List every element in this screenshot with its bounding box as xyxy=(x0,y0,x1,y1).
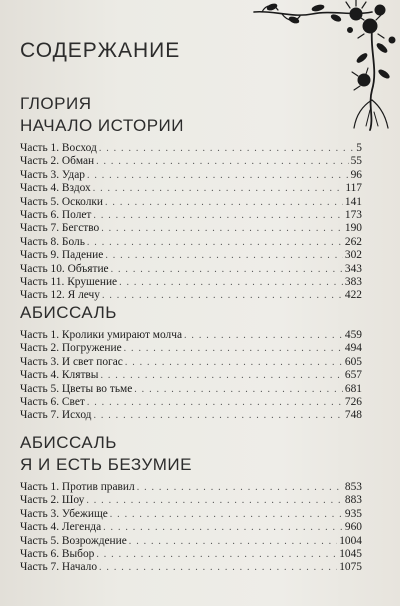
toc-entry[interactable]: Часть 6. Свет . . . 726 xyxy=(20,396,362,409)
section-title: АБИССАЛЬ xyxy=(20,433,117,452)
toc-entry[interactable]: Часть 2. Обман . . . 55 xyxy=(20,155,362,168)
toc-entry[interactable]: Часть 3. И свет погас . . . 605 xyxy=(20,356,362,369)
section-abyssal-madness xyxy=(20,432,362,575)
toc-entry[interactable]: Часть 6. Полет . . . 173 xyxy=(20,209,362,222)
toc-entry[interactable]: Часть 11. Крушение . . . 383 xyxy=(20,276,362,289)
toc-entry[interactable]: Часть 5. Осколки . . . 141 xyxy=(20,196,362,209)
page-title: СОДЕРЖАНИЕ xyxy=(20,39,181,62)
toc-entry[interactable]: Часть 3. Убежище . . . 935 xyxy=(20,508,362,521)
section-title: АБИССАЛЬ xyxy=(20,303,117,322)
toc-entry[interactable]: Часть 3. Удар . . . 96 xyxy=(20,169,362,182)
toc-entry[interactable]: Часть 4. Легенда . . . 960 xyxy=(20,521,362,534)
toc-entry[interactable]: Часть 2. Погружение . . . 494 xyxy=(20,342,362,355)
section-subtitle: Я И ЕСТЬ БЕЗУМИЕ xyxy=(20,455,192,474)
section-gloria xyxy=(20,93,362,303)
toc-entry[interactable]: Часть 10. Объятие . . . 343 xyxy=(20,263,362,276)
toc-entry[interactable]: Часть 7. Исход . . . 748 xyxy=(20,409,362,422)
toc-list xyxy=(20,481,362,575)
section-title: ГЛОРИЯ xyxy=(20,94,92,113)
toc-entry[interactable]: Часть 5. Возрождение . . . 1004 xyxy=(20,535,362,548)
toc-entry[interactable]: Часть 4. Клятвы . . . 657 xyxy=(20,369,362,382)
section-subtitle: НАЧАЛО ИСТОРИИ xyxy=(20,116,184,135)
toc-entry[interactable]: Часть 1. Кролики умирают молча . . . 459 xyxy=(20,329,362,342)
toc-list xyxy=(20,329,362,423)
toc-entry[interactable]: Часть 9. Падение . . . 302 xyxy=(20,249,362,262)
toc-entry[interactable]: Часть 8. Боль . . . 262 xyxy=(20,236,362,249)
toc-entry[interactable]: Часть 1. Против правил . . . 853 xyxy=(20,481,362,494)
toc-entry[interactable]: Часть 4. Вздох . . . 117 xyxy=(20,182,362,195)
section-abyssal xyxy=(20,302,362,423)
toc-entry[interactable]: Часть 6. Выбор . . . 1045 xyxy=(20,548,362,561)
toc-entry[interactable]: Часть 2. Шоу . . . 883 xyxy=(20,494,362,507)
toc-list xyxy=(20,142,362,303)
toc-entry[interactable]: Часть 7. Бегство . . . 190 xyxy=(20,222,362,235)
toc-entry[interactable]: Часть 7. Начало . . . 1075 xyxy=(20,561,362,574)
toc-entry[interactable]: Часть 5. Цветы во тьме . . . 681 xyxy=(20,383,362,396)
toc-entry[interactable]: Часть 1. Восход . . . 5 xyxy=(20,142,362,155)
toc-entry[interactable]: Часть 12. Я лечу . . . 422 xyxy=(20,289,362,302)
